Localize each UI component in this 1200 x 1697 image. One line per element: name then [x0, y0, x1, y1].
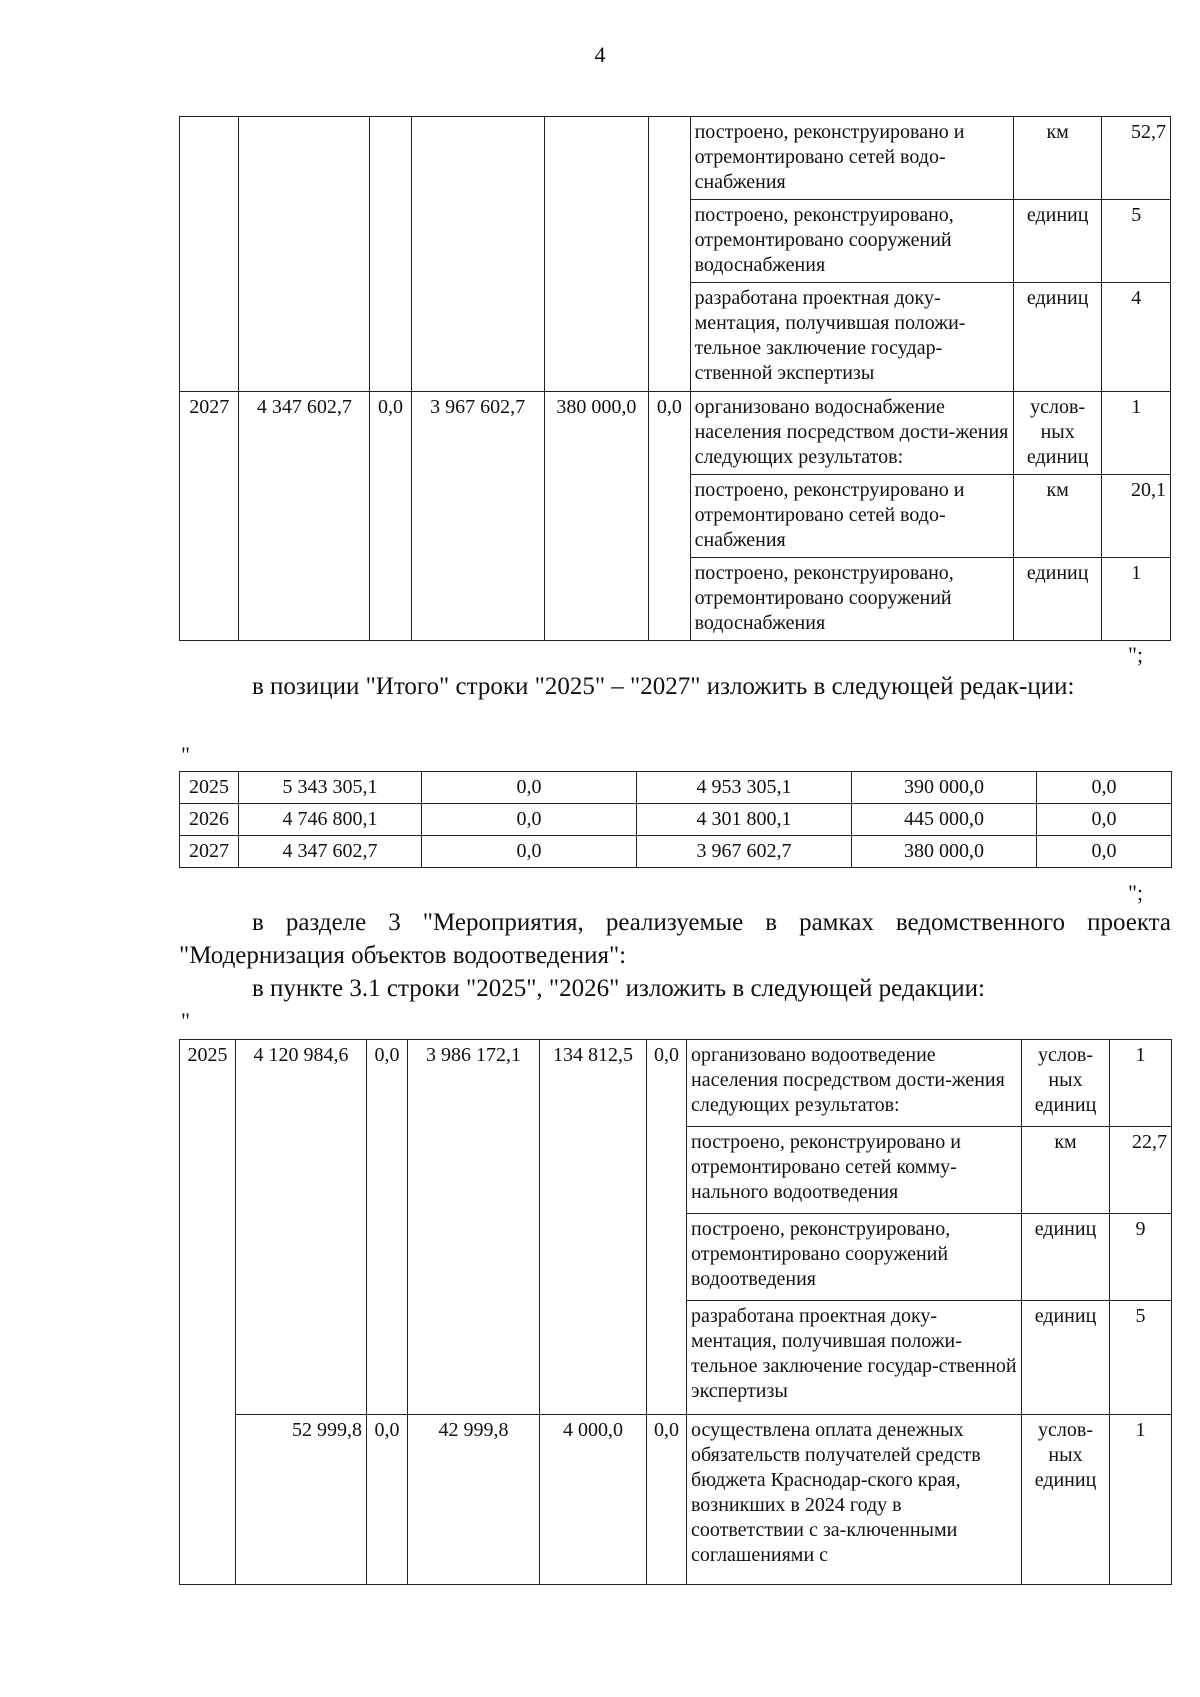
reg-cell: 4 301 800,1: [637, 804, 852, 836]
fed-cell: 0,0: [370, 392, 411, 641]
fed-cell: 0,0: [422, 836, 637, 868]
unit-cell: услов-ных единиц: [1022, 1415, 1110, 1585]
total-cell: 5 343 305,1: [239, 772, 422, 804]
indicator-cell: организовано водоотведение населения посредством дости-жения следующих результатов:: [687, 1040, 1022, 1127]
value-cell: 9: [1110, 1214, 1172, 1301]
unit-cell: км: [1013, 475, 1102, 558]
other-cell: [649, 200, 690, 283]
reg-cell: 42 999,8: [408, 1415, 540, 1585]
opening-quote: ": [181, 742, 190, 767]
totals-table: [179, 771, 1172, 868]
loc-cell: [544, 283, 649, 392]
value-cell: 52,7: [1102, 117, 1171, 200]
paragraph-item31: в пункте 3.1 строки "2025", "2026" изложить в следующей редакции:: [252, 975, 985, 1002]
indicator-cell: построено, реконструировано и отремонтировано сетей водо-снабжения: [690, 475, 1013, 558]
fed-cell: [370, 200, 411, 283]
reg-cell: [411, 283, 544, 392]
other-cell: 0,0: [1037, 836, 1172, 868]
loc-cell: 445 000,0: [852, 804, 1037, 836]
reg-cell: 4 953 305,1: [637, 772, 852, 804]
fed-cell: [370, 283, 411, 392]
year-cell: 2025: [180, 772, 239, 804]
total-cell: 4 746 800,1: [239, 804, 422, 836]
table-row: [180, 1415, 1172, 1585]
fed-cell: [370, 117, 411, 200]
total-cell: [239, 117, 370, 200]
table-row: [180, 836, 1172, 868]
year-cell: 2026: [180, 804, 239, 836]
table-row: [180, 772, 1172, 804]
indicator-cell: построено, реконструировано, отремонтировано сооружений водоснабжения: [690, 200, 1013, 283]
unit-cell: единиц: [1013, 200, 1102, 283]
fed-cell: 0,0: [422, 804, 637, 836]
other-cell: [649, 117, 690, 200]
reg-cell: [411, 117, 544, 200]
indicator-cell: осуществлена оплата денежных обязательств получателей средств бюджета Краснодар-ского края, возникших в 2024 году в соответствии с за-ключенными соглашениями с: [687, 1415, 1022, 1585]
total-cell: 4 120 984,6: [236, 1040, 367, 1415]
total-cell: [239, 283, 370, 392]
indicator-cell: построено, реконструировано и отремонтировано сетей комму-нального водоотведения: [687, 1127, 1022, 1214]
table-row: [180, 200, 1171, 283]
other-cell: 0,0: [1037, 804, 1172, 836]
unit-cell: км: [1022, 1127, 1110, 1214]
value-cell: 1: [1110, 1415, 1172, 1585]
other-cell: [649, 283, 690, 392]
water-supply-table: [179, 116, 1171, 641]
reg-cell: [411, 200, 544, 283]
indicator-cell: построено, реконструировано, отремонтировано сооружений водоснабжения: [690, 558, 1013, 641]
table-row: [180, 392, 1171, 475]
year-cell: 2027: [180, 836, 239, 868]
other-cell: 0,0: [647, 1040, 687, 1415]
other-cell: 0,0: [649, 392, 690, 641]
paragraph-section3: в разделе 3 "Мероприятия, реализуемые в рамках ведомственного проекта "Модернизация объектов водоотведения":: [179, 909, 1171, 969]
table-row: [180, 804, 1172, 836]
total-cell: 4 347 602,7: [239, 836, 422, 868]
value-cell: 22,7: [1110, 1127, 1172, 1214]
reg-cell: 3 967 602,7: [411, 392, 544, 641]
value-cell: 1: [1110, 1040, 1172, 1127]
unit-cell: км: [1013, 117, 1102, 200]
year-cell: [180, 200, 239, 283]
fed-cell: 0,0: [422, 772, 637, 804]
value-cell: 1: [1102, 392, 1171, 475]
unit-cell: единиц: [1022, 1214, 1110, 1301]
table-row: [180, 283, 1171, 392]
other-cell: 0,0: [1037, 772, 1172, 804]
closing-quote: ";: [1128, 642, 1144, 667]
loc-cell: 380 000,0: [544, 392, 649, 641]
indicator-cell: разработана проектная доку-ментация, получившая положи-тельное заключение государ-ственной экспертизы: [690, 283, 1013, 392]
reg-cell: 3 967 602,7: [637, 836, 852, 868]
opening-quote: ": [181, 1008, 190, 1033]
unit-cell: единиц: [1013, 283, 1102, 392]
unit-cell: единиц: [1013, 558, 1102, 641]
value-cell: 5: [1102, 200, 1171, 283]
year-cell: 2027: [180, 392, 239, 641]
value-cell: 5: [1110, 1301, 1172, 1415]
loc-cell: [544, 117, 649, 200]
total-cell: 52 999,8: [236, 1415, 367, 1585]
total-cell: 4 347 602,7: [239, 392, 370, 641]
unit-cell: единиц: [1022, 1301, 1110, 1415]
indicator-cell: построено, реконструировано и отремонтировано сетей водо-снабжения: [690, 117, 1013, 200]
other-cell: 0,0: [647, 1415, 687, 1585]
table-row: [180, 117, 1171, 200]
year-cell: [180, 117, 239, 200]
value-cell: 1: [1102, 558, 1171, 641]
loc-cell: 4 000,0: [540, 1415, 647, 1585]
indicator-cell: построено, реконструировано, отремонтировано сооружений водоотведения: [687, 1214, 1022, 1301]
closing-quote: ";: [1128, 880, 1144, 905]
indicator-cell: разработана проектная доку-ментация, получившая положи-тельное заключение государ-ственной экспертизы: [687, 1301, 1022, 1415]
loc-cell: [544, 200, 649, 283]
table-row: [180, 1040, 1172, 1127]
indicator-cell: организовано водоснабжение населения посредством дости-жения следующих результатов:: [690, 392, 1013, 475]
value-cell: 20,1: [1102, 475, 1171, 558]
year-cell: [180, 283, 239, 392]
page-number: 4: [594, 42, 606, 67]
loc-cell: 380 000,0: [852, 836, 1037, 868]
loc-cell: 134 812,5: [540, 1040, 647, 1415]
wastewater-table: [179, 1039, 1172, 1585]
fed-cell: 0,0: [367, 1040, 408, 1415]
reg-cell: 3 986 172,1: [408, 1040, 540, 1415]
paragraph-itogo: в позиции "Итого" строки "2025" – "2027" изложить в следующей редак-ции:: [252, 673, 1075, 700]
unit-cell: услов-ных единиц: [1022, 1040, 1110, 1127]
total-cell: [239, 200, 370, 283]
year-cell: 2025: [180, 1040, 236, 1585]
fed-cell: 0,0: [367, 1415, 408, 1585]
loc-cell: 390 000,0: [852, 772, 1037, 804]
value-cell: 4: [1102, 283, 1171, 392]
unit-cell: услов-ных единиц: [1013, 392, 1102, 475]
